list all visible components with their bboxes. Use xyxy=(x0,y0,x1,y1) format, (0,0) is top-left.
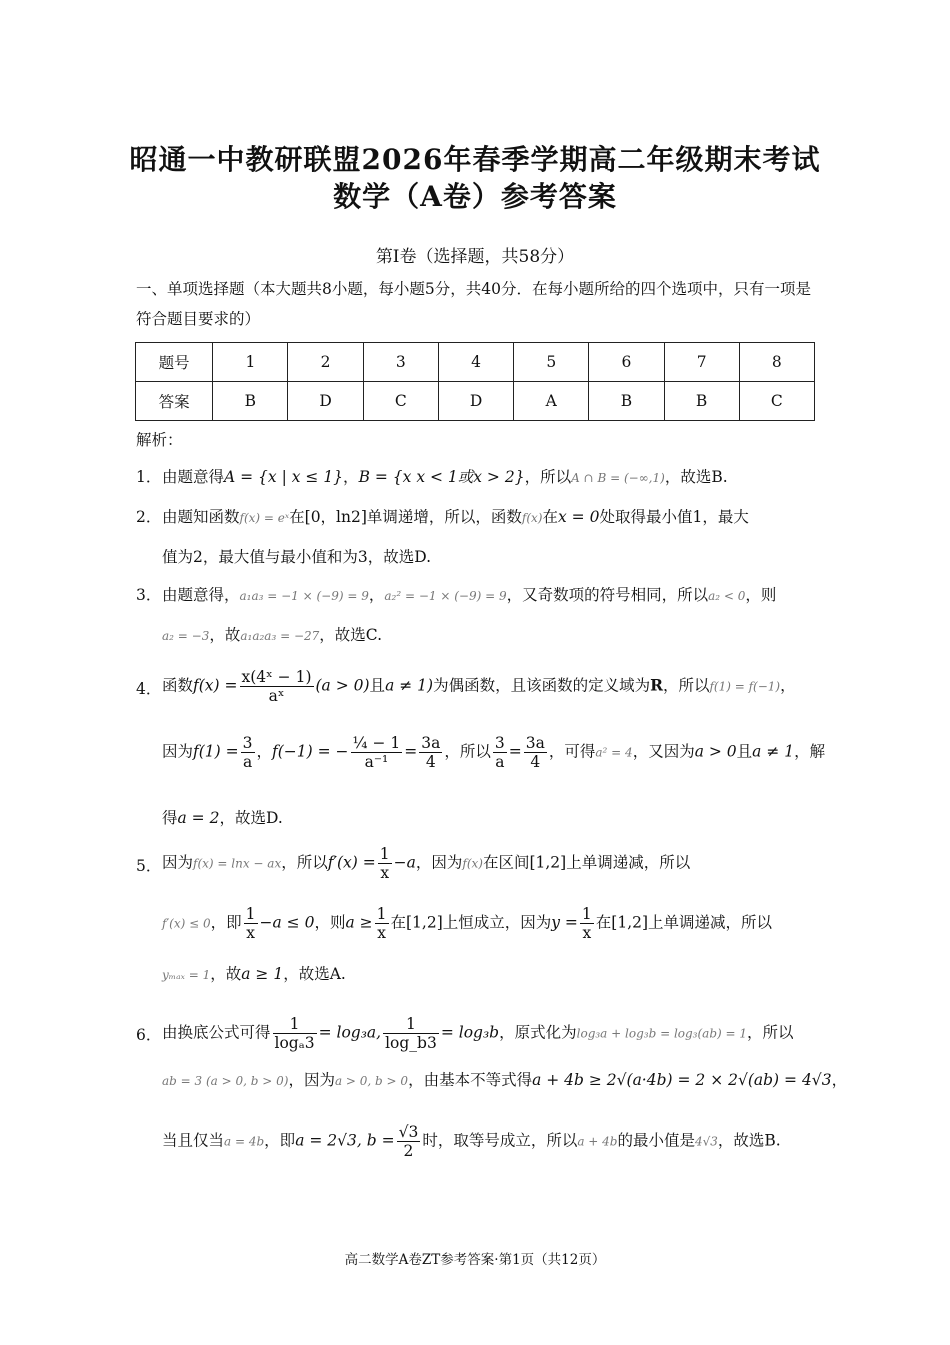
text: 且 xyxy=(736,742,753,761)
math: a + 4b ≥ 2√(a·4b) = 2 × 2√(ab) = 4√3 xyxy=(532,1071,832,1089)
math: f(x) = eˣ xyxy=(239,511,290,525)
text: ，则 xyxy=(314,913,346,932)
text: 处取得最小值1，最大 xyxy=(599,508,749,526)
math: f′(x) ≤ 0 xyxy=(162,916,211,931)
math: a = 4b xyxy=(224,1134,265,1149)
text: ，故选C. xyxy=(319,626,382,644)
math: a ≠ 1) xyxy=(385,676,434,695)
fraction-numerator: 1 xyxy=(379,845,390,863)
text: 在[0，ln2]单调递增，所以，函数 xyxy=(289,508,522,526)
text: 得 xyxy=(162,809,178,827)
text: ，则 xyxy=(745,586,777,604)
table-cell: D xyxy=(288,382,363,421)
fraction xyxy=(397,1123,421,1160)
item-number: 3． xyxy=(136,586,162,604)
table-cell: 1 xyxy=(213,343,288,382)
fraction-denominator: x xyxy=(246,924,255,942)
math: f(x) = xyxy=(193,676,238,695)
fraction-numerator: √3 xyxy=(398,1123,419,1141)
text: ，又因为 xyxy=(632,742,695,761)
table-cell: 5 xyxy=(514,343,589,382)
table-cell: 6 xyxy=(589,343,664,382)
math: a₁a₂a₃ = −27 xyxy=(240,629,320,643)
table-cell: C xyxy=(363,382,438,421)
math: y = xyxy=(551,913,578,932)
table-row xyxy=(136,382,815,421)
text: ，故选B. xyxy=(664,468,728,486)
page-footer: 高二数学A卷ZT参考答案·第1页（共12页） xyxy=(344,1252,606,1268)
math: a₁a₃ = −1 × (−9) = 9 xyxy=(239,589,369,603)
text: ，因为 xyxy=(288,1071,335,1089)
text: ，所以 xyxy=(281,853,328,872)
section-heading: 第Ⅰ卷（选择题，共58分） xyxy=(375,247,575,267)
document-title: 昭通一中教研联盟2026年春季学期高二年级期末考试 xyxy=(129,143,821,176)
text: ，故选A. xyxy=(283,965,346,983)
table-cell: 4 xyxy=(438,343,513,382)
table-cell: 2 xyxy=(288,343,363,382)
text: ，因为 xyxy=(415,853,463,872)
fraction-numerator: 1 xyxy=(245,905,256,923)
fraction xyxy=(240,668,314,705)
math: a ≠ 1 xyxy=(752,742,795,761)
math: f(1) = xyxy=(193,742,239,761)
fraction-denominator: aˣ xyxy=(268,687,285,705)
text: ，所以 xyxy=(747,1023,794,1042)
math: −a ≤ 0 xyxy=(259,913,315,932)
math: a > 0 xyxy=(694,742,737,761)
math: a = 2 xyxy=(177,809,220,827)
fraction-numerator: ¼ − 1 xyxy=(352,734,401,752)
table-cell: B xyxy=(213,382,288,421)
text: 时，取等号成立，所以 xyxy=(422,1131,578,1150)
fraction xyxy=(524,734,547,771)
document-subtitle: 数学（A卷）参考答案 xyxy=(333,180,617,213)
math: x = 0 xyxy=(558,508,600,526)
item-number: 2． xyxy=(136,508,162,526)
math: f(1) = f(−1) xyxy=(709,679,781,694)
question-intro: 一、单项选择题（本大题共8小题，每小题5分，共40分．在每小题所给的四个选项中，只有一项是符合题目要求的） xyxy=(136,280,811,328)
fraction xyxy=(580,905,594,942)
fraction xyxy=(241,734,255,771)
fraction-numerator: 3 xyxy=(242,734,253,752)
table-cell: 8 xyxy=(739,343,814,382)
text: ，可得 xyxy=(548,742,596,761)
fraction xyxy=(375,905,389,942)
fraction-numerator: 1 xyxy=(383,1015,439,1034)
text: ，又奇数项的符号相同，所以 xyxy=(506,586,709,604)
text: ，即 xyxy=(264,1131,296,1150)
table-cell: B xyxy=(664,382,739,421)
fraction-numerator: x(4ˣ − 1) xyxy=(241,668,312,686)
answer-table xyxy=(135,342,815,421)
table-cell: D xyxy=(438,382,513,421)
text: 由题知函数 xyxy=(162,508,240,526)
fraction xyxy=(493,734,507,771)
math: A = {x | x ≤ 1} xyxy=(224,468,344,486)
math: a + 4b xyxy=(577,1134,618,1149)
fraction-denominator: logₐ3 xyxy=(274,1034,315,1052)
text: ，所以 xyxy=(444,742,491,761)
text: ，故 xyxy=(210,965,242,983)
text: 函数 xyxy=(162,676,194,695)
text: 的最小值是 xyxy=(617,1131,695,1150)
math: a₂ = −3 xyxy=(162,629,210,643)
text: 且 xyxy=(369,676,386,695)
fraction-denominator: x xyxy=(377,924,386,942)
fraction xyxy=(351,734,403,771)
text: ，故选D. xyxy=(219,809,283,827)
table-cell: 3 xyxy=(363,343,438,382)
math: f(x) xyxy=(462,856,483,871)
math: = log₃b xyxy=(440,1023,500,1042)
text: ，即 xyxy=(210,913,242,932)
math: R xyxy=(650,675,663,695)
text: ， xyxy=(780,676,796,695)
text: 在[1,2]上恒成立，因为 xyxy=(390,913,552,932)
math: a ≥ 1 xyxy=(241,965,284,983)
item-number: 5． xyxy=(136,857,162,875)
text: 在 xyxy=(542,508,558,526)
fraction-denominator: x xyxy=(582,924,592,942)
math: f′(x) = xyxy=(327,853,376,872)
table-row xyxy=(136,343,815,382)
text: ， xyxy=(256,742,273,761)
text: 由题意得， xyxy=(162,586,240,604)
math: = log₃a, xyxy=(318,1023,382,1042)
fraction-numerator: 1 xyxy=(376,905,387,923)
text: 为偶函数，且该函数的定义域为 xyxy=(433,676,651,695)
text: 在[1,2]上单调递减，所以 xyxy=(595,913,773,932)
table-header-cell: 答案 xyxy=(136,382,213,421)
table-cell: A xyxy=(514,382,589,421)
text: 在区间[1,2]上单调递减，所以 xyxy=(482,853,691,872)
text: 值为2，最大值与最小值和为3，故选D. xyxy=(162,548,432,566)
math: a₂² = −1 × (−9) = 9 xyxy=(384,589,507,603)
text: ， xyxy=(368,586,385,604)
text: ，原式化为 xyxy=(499,1023,577,1042)
fraction xyxy=(273,1015,317,1052)
math: −a xyxy=(393,853,416,872)
item-number: 4． xyxy=(136,680,162,698)
text: ，由基本不等式得 xyxy=(408,1071,533,1089)
math: a² = 4 xyxy=(595,745,633,760)
text: 由题意得 xyxy=(162,468,225,486)
math: f(x) = lnx − ax xyxy=(193,856,282,871)
text: ， xyxy=(831,1071,848,1089)
table-cell: 7 xyxy=(664,343,739,382)
math: B = {x x < 1或x > 2} xyxy=(358,468,525,486)
math: f(x) xyxy=(521,511,543,525)
text: 因为 xyxy=(162,742,194,761)
math: log₃a + log₃b = log₃(ab) = 1 xyxy=(576,1026,748,1041)
table-cell: C xyxy=(739,382,814,421)
text: ，所以 xyxy=(524,468,572,486)
fraction-denominator: a⁻¹ xyxy=(364,753,389,771)
item-number: 6． xyxy=(136,1026,162,1044)
analysis-label: 解析： xyxy=(136,431,183,449)
math: a₂ < 0 xyxy=(708,589,746,603)
text: 因为 xyxy=(162,853,194,872)
fraction-numerator: 1 xyxy=(273,1015,317,1034)
text: ，所以 xyxy=(662,676,710,695)
math: ab = 3 (a > 0, b > 0) xyxy=(162,1074,289,1088)
fraction-denominator: 4 xyxy=(425,753,436,771)
table-cell: B xyxy=(589,382,664,421)
fraction xyxy=(419,734,442,771)
math: 4√3 xyxy=(695,1134,718,1149)
fraction-denominator: log_b3 xyxy=(385,1034,437,1052)
math: a ≥ xyxy=(345,913,373,932)
document-page: 昭通一中教研联盟2026年春季学期高二年级期末考试 数学（A卷）参考答案 第Ⅰ卷（选择题，共58分） 一、单项选择题（本大题共8小题，每小题5分，共40分．在每小题所给的四个选项中，只有一项是符合题目要求的） 题号 1 2 3 4 5 6 7 8 答案 B D C D A B B C 解析： 1． 由题意得A = {x | x ≤ 1}，B = {x x < 1或x > 2}，所以A ∩ B = (−∞,1)，故选B. 2． 由题知函数f(x) = eˣ在[0，ln2]单调递增，所以，函数f(x)在x = 0处取得最小值1，最大 值为2，最大值与最小值和为3，故选D. 3． 由题意得，a₁a₃ = −1 × (−9) = 9，a₂² = −1 × (−9) = 9，又奇数项的符号相同，所以a₂ < 0，则 a₂ = −3，故a₁a₂a₃ = −27，故选C. 4． 函数f(x) = $\frac{\text{x(4ˣ − 1)}}{\text{aˣ}}$ (a > 0)且a ≠ 1)为偶函数，且该函数的定义域为R，所以f(1) = f(−1)， 因为f(1) = $\frac{3}{a}$ ，f(−1) = − $\frac{\text{¼ − 1}}{\text{a⁻¹}}$ = $\frac{3a}{4}$ ，所以 $\frac{3}{a}$ = $\frac{3a}{4}$ ，可得a² = 4，又因为a > 0且a ≠ 1，解 得a = 2，故选D. 5． 因为f(x) = lnx − ax，所以f′(x) = $\frac{1}{x}$ −a，因为f(x)在区间[1,2]上单调递减，所以 f′(x) ≤ 0，即 $\frac{1}{x}$ −a ≤ 0，则a ≥ $\frac{1}{x}$ 在[1,2]上恒成立，因为y = $\frac{1}{x}$ 在[1,2]上单调递减，所以 yₘₐₓ = 1，故a ≥ 1，故选A. 6． 由换底公式可得 $\frac{1}{\text{logₐ3}}$ = log₃a, $\frac{1}{\log\_b3}$ = log₃b，原式化为log₃a + log₃b = log₃(ab) = 1，所以 ab = 3 (a > 0, b > 0)，因为a > 0, b > 0，由基本不等式得a + 4b ≥ 2√(a·4b) = 2 × 2√(ab) = 4√3， 当且仅当a = 4b，即a = 2√3, b = $\frac{√3}{2}$ 时，取等号成立，所以a + 4b的最小值是4√3，故选B. 高二数学A卷ZT参考答案·第1页（共12页） xyxy=(0,0,950,1345)
math: A ∩ B = (−∞,1) xyxy=(571,471,665,485)
fraction xyxy=(383,1015,439,1052)
fraction-denominator: a xyxy=(495,753,505,771)
math: yₘₐₓ = 1 xyxy=(162,968,211,982)
fraction-numerator: 3a xyxy=(421,734,441,752)
fraction-denominator: 2 xyxy=(403,1142,414,1160)
math: (a > 0) xyxy=(315,676,370,695)
math: f(−1) = − xyxy=(272,742,349,761)
text: ，解 xyxy=(794,742,826,761)
text: 由换底公式可得 xyxy=(162,1023,271,1042)
fraction xyxy=(244,905,258,942)
fraction-denominator: 4 xyxy=(530,753,541,771)
fraction-denominator: x xyxy=(380,864,390,882)
fraction-numerator: 1 xyxy=(581,905,592,923)
math: a > 0, b > 0 xyxy=(334,1074,409,1088)
fraction-denominator: a xyxy=(242,753,253,771)
text: ，故 xyxy=(209,626,241,644)
table-header-cell: 题号 xyxy=(136,343,213,382)
fraction xyxy=(378,845,392,882)
text: 当且仅当 xyxy=(162,1131,225,1150)
fraction-numerator: 3a xyxy=(525,734,545,752)
fraction-numerator: 3 xyxy=(494,734,505,752)
math: = xyxy=(404,742,418,761)
text: ，故选B. xyxy=(717,1131,781,1150)
item-number: 1． xyxy=(136,468,162,486)
math: a = 2√3, b = xyxy=(295,1131,395,1150)
